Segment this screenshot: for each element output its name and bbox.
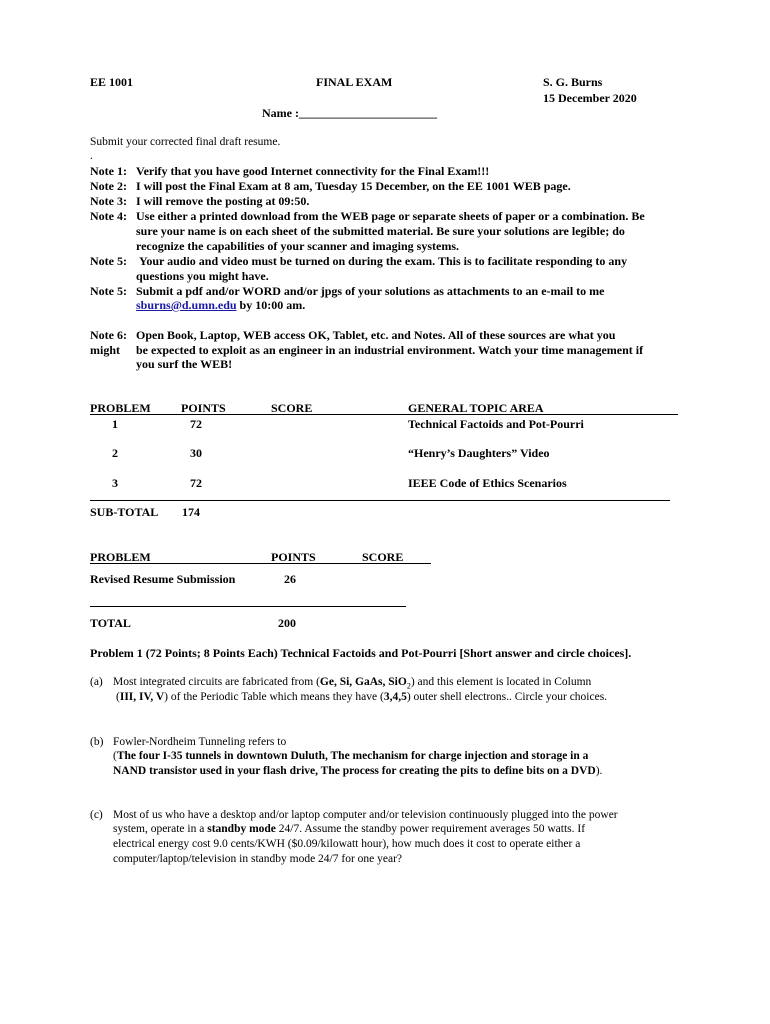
resume-row-label: Revised Resume Submission	[90, 572, 236, 586]
table1-row1-topic: Technical Factoids and Pot-Pourri	[408, 417, 584, 431]
table1-row2-topic: “Henry’s Daughters” Video	[408, 446, 550, 460]
subtotal-value: 174	[182, 505, 200, 519]
intro-dot: .	[90, 150, 93, 162]
question-b-line2: (The four I-35 tunnels in downtown Duluth, The mechanism for charge injection and storage in a	[113, 750, 589, 762]
email-line	[136, 298, 305, 313]
exam-date: 15 December 2020	[543, 91, 637, 105]
table1-header-score: SCORE	[271, 401, 313, 415]
table1-row2-points: 30	[190, 446, 202, 460]
table1-row1-problem: 1	[112, 417, 118, 431]
note-1-label: Note 1:	[90, 164, 127, 178]
note-6-label2: might	[90, 343, 120, 357]
resume-row-points: 26	[284, 572, 296, 586]
note-4-label: Note 4:	[90, 209, 127, 223]
intro-text: Submit your corrected final draft resume.	[90, 136, 281, 148]
note-4-text-line1: Use either a printed download from the WEB page or separate sheets of paper or a combination. Be	[136, 209, 645, 223]
question-b-label: (b)	[90, 736, 104, 748]
note-5a-text-line2: questions you might have.	[136, 269, 269, 283]
total-value: 200	[278, 616, 296, 630]
table1-divider	[90, 500, 670, 501]
question-b-line3: NAND transistor used in your flash drive, The process for creating the pits to define bits on a DVD).	[113, 765, 603, 777]
note-5b-text: Submit a pdf and/or WORD and/or jpgs of your solutions as attachments to an e-mail to me	[136, 284, 605, 298]
question-a-line1: Most integrated circuits are fabricated from (Ge, Si, GaAs, SiO$_2$) and this element is located in Column	[113, 676, 592, 691]
table1-row3-points: 72	[190, 476, 202, 490]
note-2-label: Note 2:	[90, 179, 127, 193]
question-b-line1: Fowler-Nordheim Tunneling refers to	[113, 736, 287, 748]
email-deadline: by 10:00 am.	[236, 298, 306, 312]
problem1-heading: Problem 1 (72 Points; 8 Points Each) Technical Factoids and Pot-Pourri [Short answer and circle choices].	[90, 646, 632, 660]
note-1-text: Verify that you have good Internet connectivity for the Final Exam!!!	[136, 164, 490, 178]
table2-header-problem: PROBLEM	[90, 550, 151, 564]
name-field-label: Name :_______________________	[262, 106, 437, 120]
note-6-line3: you surf the WEB!	[136, 357, 233, 371]
question-c-label: (c)	[90, 809, 103, 821]
question-c-line3: electrical energy cost 9.0 cents/KWH ($0.09/kilowatt hour), how much does it cost to operate either a	[113, 838, 581, 850]
table1-header-points: POINTS	[181, 401, 226, 415]
table1-header-problem: PROBLEM	[90, 401, 151, 415]
table1-header-underline	[90, 414, 678, 415]
author-name: S. G. Burns	[543, 75, 603, 89]
note-5a-text-line1: Your audio and video must be turned on during the exam. This is to facilitate responding to any	[139, 254, 628, 268]
subtotal-label: SUB-TOTAL	[90, 505, 159, 519]
note-3-text: I will remove the posting at 09:50.	[136, 194, 310, 208]
table2-header-score: SCORE	[362, 550, 404, 564]
table2-divider	[90, 606, 406, 607]
course-code: EE 1001	[90, 75, 134, 89]
question-c-line1: Most of us who have a desktop and/or laptop computer and/or television continuously plugged into the power	[113, 809, 618, 821]
question-c-line2: system, operate in a standby mode 24/7. Assume the standby power requirement averages 50 watts. If	[113, 823, 586, 835]
exam-title: FINAL EXAM	[316, 75, 393, 89]
table1-row3-problem: 3	[112, 476, 118, 490]
note-6-line1: Open Book, Laptop, WEB access OK, Tablet, etc. and Notes. All of these sources are what you	[136, 328, 616, 342]
question-a-line2: (III, IV, V) of the Periodic Table which means they have (3,4,5) outer shell electrons.. Circle your choices.	[116, 691, 608, 703]
table2-header-points: POINTS	[271, 550, 316, 564]
question-c-line4: computer/laptop/television in standby mode 24/7 for one year?	[113, 853, 403, 865]
table1-row2-problem: 2	[112, 446, 118, 460]
table2-header-underline	[90, 563, 431, 564]
note-6-line2: be expected to exploit as an engineer in an industrial environment. Watch your time management if	[136, 343, 644, 357]
note-2-text: I will post the Final Exam at 8 am, Tuesday 15 December, on the EE 1001 WEB page.	[136, 179, 571, 193]
instructor-email-link[interactable]: sburns@d.umn.edu	[136, 298, 237, 312]
table1-row1-points: 72	[190, 417, 202, 431]
note-5b-label: Note 5:	[90, 284, 127, 298]
note-6-label: Note 6:	[90, 328, 127, 342]
question-a-label: (a)	[90, 676, 103, 688]
table1-row3-topic: IEEE Code of Ethics Scenarios	[408, 476, 567, 490]
note-3-label: Note 3:	[90, 194, 127, 208]
note-5a-label: Note 5:	[90, 254, 127, 268]
note-4-text-line3: recognize the capabilities of your scanner and imaging systems.	[136, 239, 459, 253]
note-4-text-line2: sure your name is on each sheet of the submitted material. Be sure your solutions are legible; do	[136, 224, 625, 238]
total-label: TOTAL	[90, 616, 131, 630]
table1-header-topic: GENERAL TOPIC AREA	[408, 401, 544, 415]
